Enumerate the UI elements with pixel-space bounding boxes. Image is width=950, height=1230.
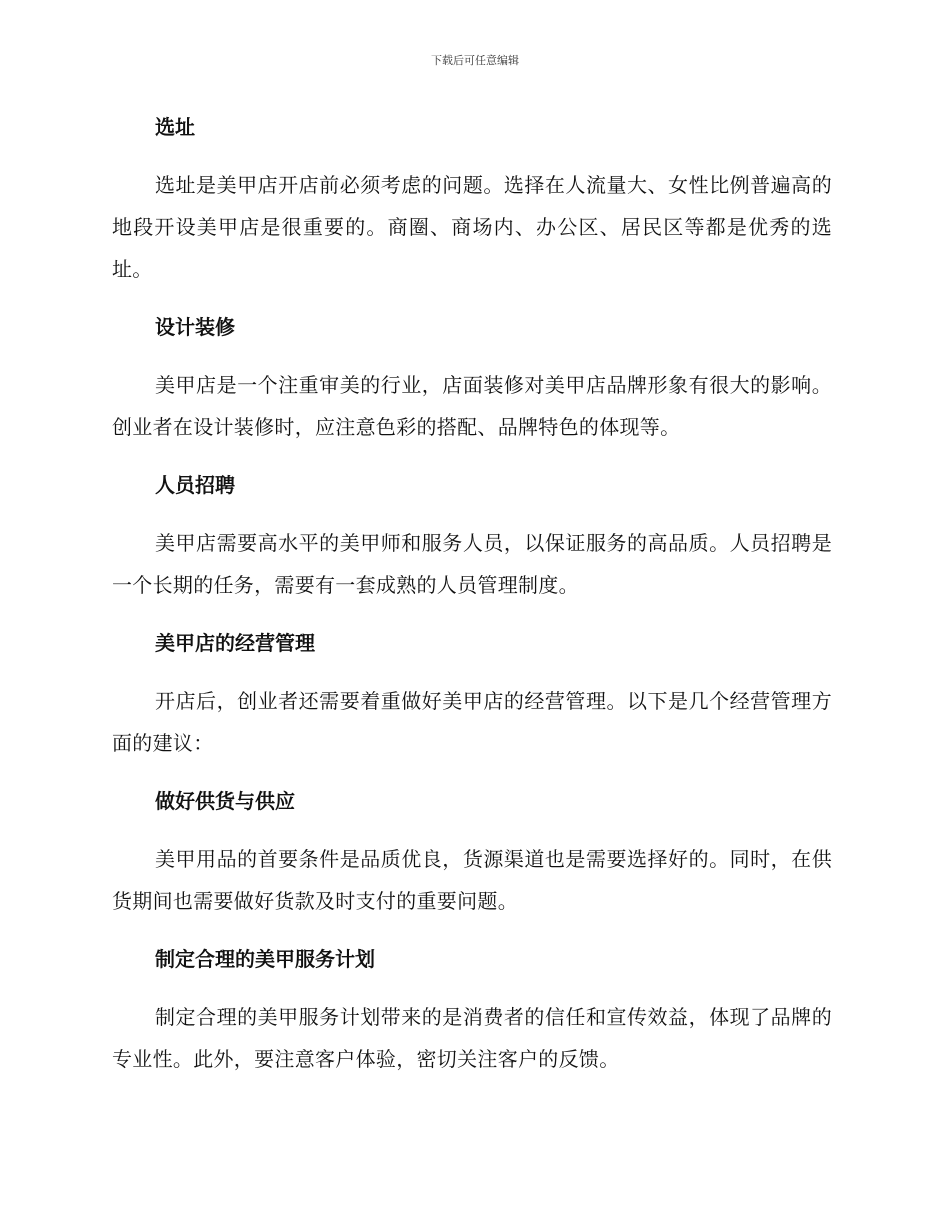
section-heading: 人员招聘 — [155, 473, 235, 497]
section-paragraph: 美甲用品的首要条件是品质优良，货源渠道也是需要选择好的。同时，在供货期间也需要做好货款及时支付的重要问题。 — [112, 847, 832, 913]
section-paragraph: 制定合理的美甲服务计划带来的是消费者的信任和宣传效益，体现了品牌的专业性。此外，要注意客户体验，密切关注客户的反馈。 — [112, 1005, 832, 1071]
section-design-decoration — [112, 310, 832, 448]
section-site-selection — [112, 110, 832, 290]
section-service-plan — [112, 942, 832, 1080]
section-supply — [112, 784, 832, 922]
section-paragraph: 美甲店是一个注重审美的行业，店面装修对美甲店品牌形象有很大的影响。创业者在设计装修时，应注意色彩的搭配、品牌特色的体现等。 — [112, 373, 832, 439]
section-heading: 制定合理的美甲服务计划 — [155, 947, 375, 971]
section-operation-management — [112, 626, 832, 764]
section-recruitment — [112, 468, 832, 606]
section-heading: 做好供货与供应 — [155, 789, 295, 813]
section-heading: 设计装修 — [155, 315, 235, 339]
page-header: 下载后可任意编辑 — [431, 54, 519, 67]
section-paragraph: 选址是美甲店开店前必须考虑的问题。选择在人流量大、女性比例普遍高的地段开设美甲店是很重要的。商圈、商场内、办公区、居民区等都是优秀的选址。 — [112, 173, 832, 281]
section-heading: 选址 — [155, 115, 195, 139]
section-heading: 美甲店的经营管理 — [155, 631, 315, 655]
section-paragraph: 开店后，创业者还需要着重做好美甲店的经营管理。以下是几个经营管理方面的建议： — [112, 689, 832, 755]
section-paragraph: 美甲店需要高水平的美甲师和服务人员，以保证服务的高品质。人员招聘是一个长期的任务，需要有一套成熟的人员管理制度。 — [112, 531, 832, 597]
document-body — [112, 110, 832, 1080]
